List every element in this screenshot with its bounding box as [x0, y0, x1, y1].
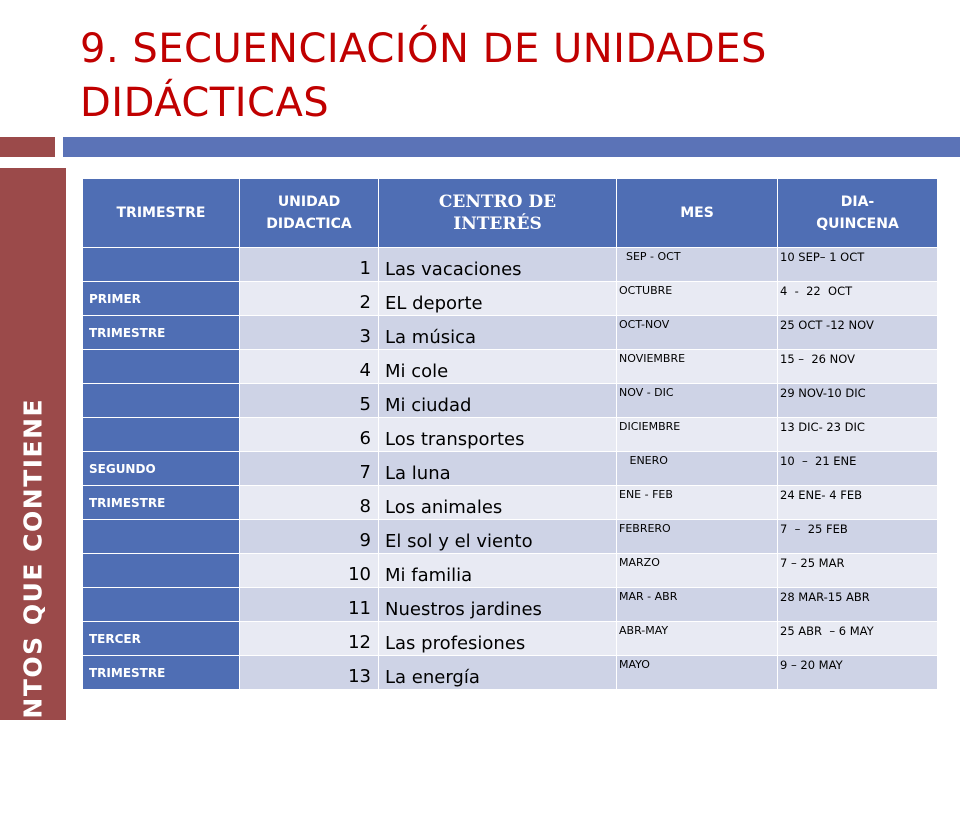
cell-mes: OCTUBRE: [617, 282, 778, 316]
header-unidad: UNIDAD DIDACTICA: [240, 179, 379, 248]
cell-unidad: 1: [240, 248, 379, 282]
cell-centro: Mi ciudad: [379, 384, 617, 418]
cell-unidad: 13: [240, 656, 379, 690]
cell-centro: La luna: [379, 452, 617, 486]
cell-mes: FEBRERO: [617, 520, 778, 554]
cell-dia: 7 – 25 MAR: [778, 554, 938, 588]
cell-trimestre: [83, 384, 240, 418]
cell-dia: 9 – 20 MAY: [778, 656, 938, 690]
cell-mes: ENERO: [617, 452, 778, 486]
cell-centro: El sol y el viento: [379, 520, 617, 554]
header-centro: CENTRO DE INTERÉS: [379, 179, 617, 248]
cell-centro: Nuestros jardines: [379, 588, 617, 622]
cell-centro: Los animales: [379, 486, 617, 520]
cell-mes: MAR - ABR: [617, 588, 778, 622]
table-row: [83, 282, 938, 316]
cell-mes: NOVIEMBRE: [617, 350, 778, 384]
slide-title-line1: 9. SECUENCIACIÓN DE UNIDADES: [80, 26, 767, 72]
cell-trimestre: [83, 588, 240, 622]
cell-unidad: 6: [240, 418, 379, 452]
cell-centro: Las profesiones: [379, 622, 617, 656]
cell-unidad: 4: [240, 350, 379, 384]
cell-dia: 25 ABR – 6 MAY: [778, 622, 938, 656]
cell-mes: OCT-NOV: [617, 316, 778, 350]
cell-mes: MAYO: [617, 656, 778, 690]
table-row: [83, 486, 938, 520]
cell-dia: 24 ENE- 4 FEB: [778, 486, 938, 520]
cell-unidad: 3: [240, 316, 379, 350]
cell-dia: 10 SEP– 1 OCT: [778, 248, 938, 282]
cell-centro: Las vacaciones: [379, 248, 617, 282]
cell-unidad: 2: [240, 282, 379, 316]
header-trimestre: TRIMESTRE: [83, 179, 240, 248]
header-mes: MES: [617, 179, 778, 248]
cell-centro: Mi cole: [379, 350, 617, 384]
cell-mes: NOV - DIC: [617, 384, 778, 418]
sidebar-label: ELEMENTOS QUE CONTIENE: [18, 397, 48, 818]
cell-dia: 29 NOV-10 DIC: [778, 384, 938, 418]
table-row: [83, 656, 938, 690]
cell-mes: DICIEMBRE: [617, 418, 778, 452]
cell-mes: ABR-MAY: [617, 622, 778, 656]
cell-dia: 4 - 22 OCT: [778, 282, 938, 316]
table-row: [83, 248, 938, 282]
table-row: [83, 622, 938, 656]
cell-centro: EL deporte: [379, 282, 617, 316]
cell-trimestre: [83, 520, 240, 554]
table-row: [83, 316, 938, 350]
cell-trimestre: TRIMESTRE: [83, 656, 240, 690]
title-divider-blue: [63, 137, 960, 157]
cell-unidad: 7: [240, 452, 379, 486]
cell-unidad: 9: [240, 520, 379, 554]
cell-dia: 7 – 25 FEB: [778, 520, 938, 554]
cell-trimestre: TERCER: [83, 622, 240, 656]
cell-trimestre: [83, 350, 240, 384]
cell-trimestre: TRIMESTRE: [83, 486, 240, 520]
cell-centro: Mi familia: [379, 554, 617, 588]
cell-unidad: 11: [240, 588, 379, 622]
slide-title-line2: DIDÁCTICAS: [80, 80, 330, 126]
table-header-row: [83, 179, 938, 248]
slide-title: [80, 22, 940, 130]
table-row: [83, 554, 938, 588]
cell-dia: 28 MAR-15 ABR: [778, 588, 938, 622]
table-row: [83, 520, 938, 554]
cell-trimestre: [83, 554, 240, 588]
cell-trimestre: PRIMER: [83, 282, 240, 316]
table-row: [83, 384, 938, 418]
cell-dia: 10 – 21 ENE: [778, 452, 938, 486]
table-row: [83, 588, 938, 622]
cell-dia: 25 OCT -12 NOV: [778, 316, 938, 350]
table-row: [83, 350, 938, 384]
cell-unidad: 12: [240, 622, 379, 656]
cell-dia: 13 DIC- 23 DIC: [778, 418, 938, 452]
cell-centro: La energía: [379, 656, 617, 690]
cell-trimestre: [83, 248, 240, 282]
cell-centro: La música: [379, 316, 617, 350]
table-row: [83, 452, 938, 486]
sidebar-band: [0, 168, 66, 818]
cell-mes: MARZO: [617, 554, 778, 588]
cell-unidad: 5: [240, 384, 379, 418]
table-row: [83, 418, 938, 452]
cell-trimestre: [83, 418, 240, 452]
cell-trimestre: SEGUNDO: [83, 452, 240, 486]
header-dia: DIA- QUINCENA: [778, 179, 938, 248]
cell-centro: Los transportes: [379, 418, 617, 452]
cell-unidad: 10: [240, 554, 379, 588]
cell-mes: ENE - FEB: [617, 486, 778, 520]
cell-mes: SEP - OCT: [617, 248, 778, 282]
units-table: [82, 178, 938, 690]
cell-dia: 15 – 26 NOV: [778, 350, 938, 384]
cell-trimestre: TRIMESTRE: [83, 316, 240, 350]
cell-unidad: 8: [240, 486, 379, 520]
title-divider-red: [0, 137, 55, 157]
